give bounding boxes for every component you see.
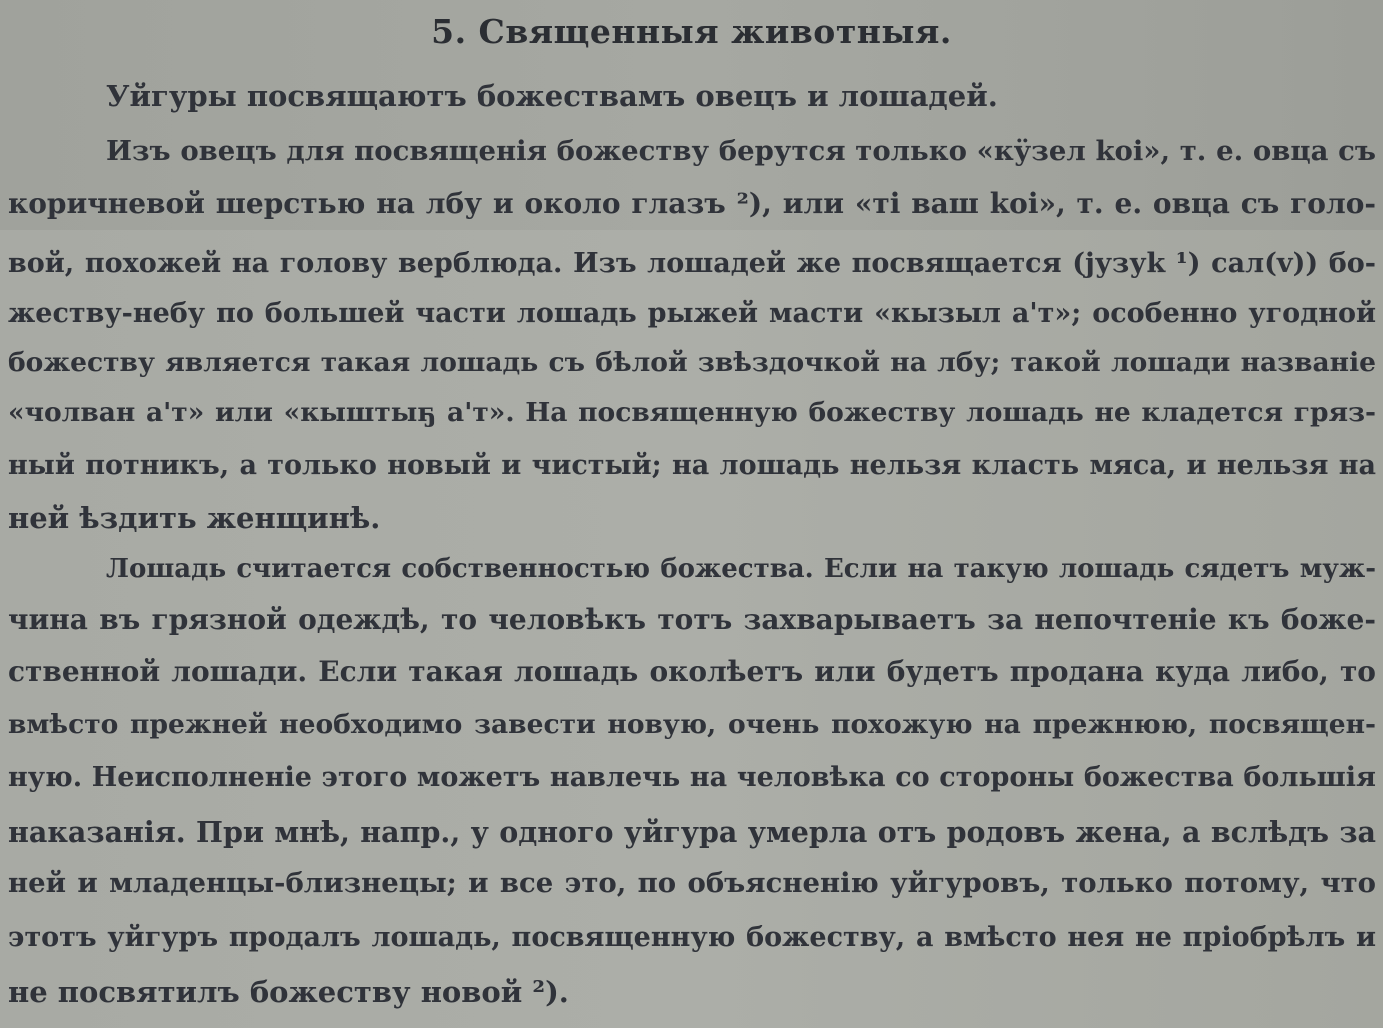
text-line-1: Уйгуры посвящаютъ божествамъ овецъ и лошадей. [106,79,998,113]
text-line-9: ней ѣздить женщинѣ. [8,501,381,535]
text-line-11: чина въ грязной одеждѣ, то человѣкъ тотъ захварываетъ за непочтеніе къ боже- [8,603,1376,636]
text-line-6: божеству является такая лошадь съ бѣлой звѣздочкой на лбу; такой лошади названіе [8,347,1376,378]
text-line-14: ную. Неисполненіе этого можетъ навлечь на человѣка со стороны божества большія [8,762,1376,793]
text-line-8: ный потникъ, а только новый и чистый; на лошадь нельзя класть мяса, и нельзя на [8,450,1376,481]
text-line-7: «чолван а'т» или «кыштыҕ а'т». На посвященную божеству лошадь не кладется гряз- [8,397,1376,428]
text-line-17: этотъ уйгуръ продалъ лошадь, посвященную божеству, а вмѣсто нея не пріобрѣлъ и [8,922,1376,953]
text-line-16: ней и младенцы-близнецы; и все это, по объясненію уйгуровъ, только потому, что [8,867,1376,899]
text-line-12: ственной лошади. Если такая лошадь околѣетъ или будетъ продана куда либо, то [8,655,1376,688]
section-title: 5. Священныя животныя. [431,12,952,51]
text-line-4: вой, похожей на голову верблюда. Изъ лошадей же посвящается (jузуk ¹) сал(v)) бо- [8,248,1376,279]
text-line-5: жеству-небу по большей части лошадь рыжей масти «кызыл а'т»; особенно угодной [8,298,1376,329]
text-line-3: коричневой шерстью на лбу и около глазъ ²), или «ті ваш koi», т. е. овца съ голо- [8,187,1376,220]
text-line-15: наказанія. При мнѣ, напр., у одного уйгура умерла отъ родовъ жена, а вслѣдъ за [8,815,1376,849]
text-line-18: не посвятилъ божеству новой ²). [8,975,569,1009]
text-line-13: вмѣсто прежней необходимо завести новую, очень похожую на прежнюю, посвящен- [8,709,1376,740]
text-line-2: Изъ овецъ для посвященія божеству берутся только «кӱзел koi», т. е. овца съ [106,135,1376,167]
text-line-10: Лошадь считается собственностью божества. Если на такую лошадь сядетъ муж- [106,554,1376,584]
